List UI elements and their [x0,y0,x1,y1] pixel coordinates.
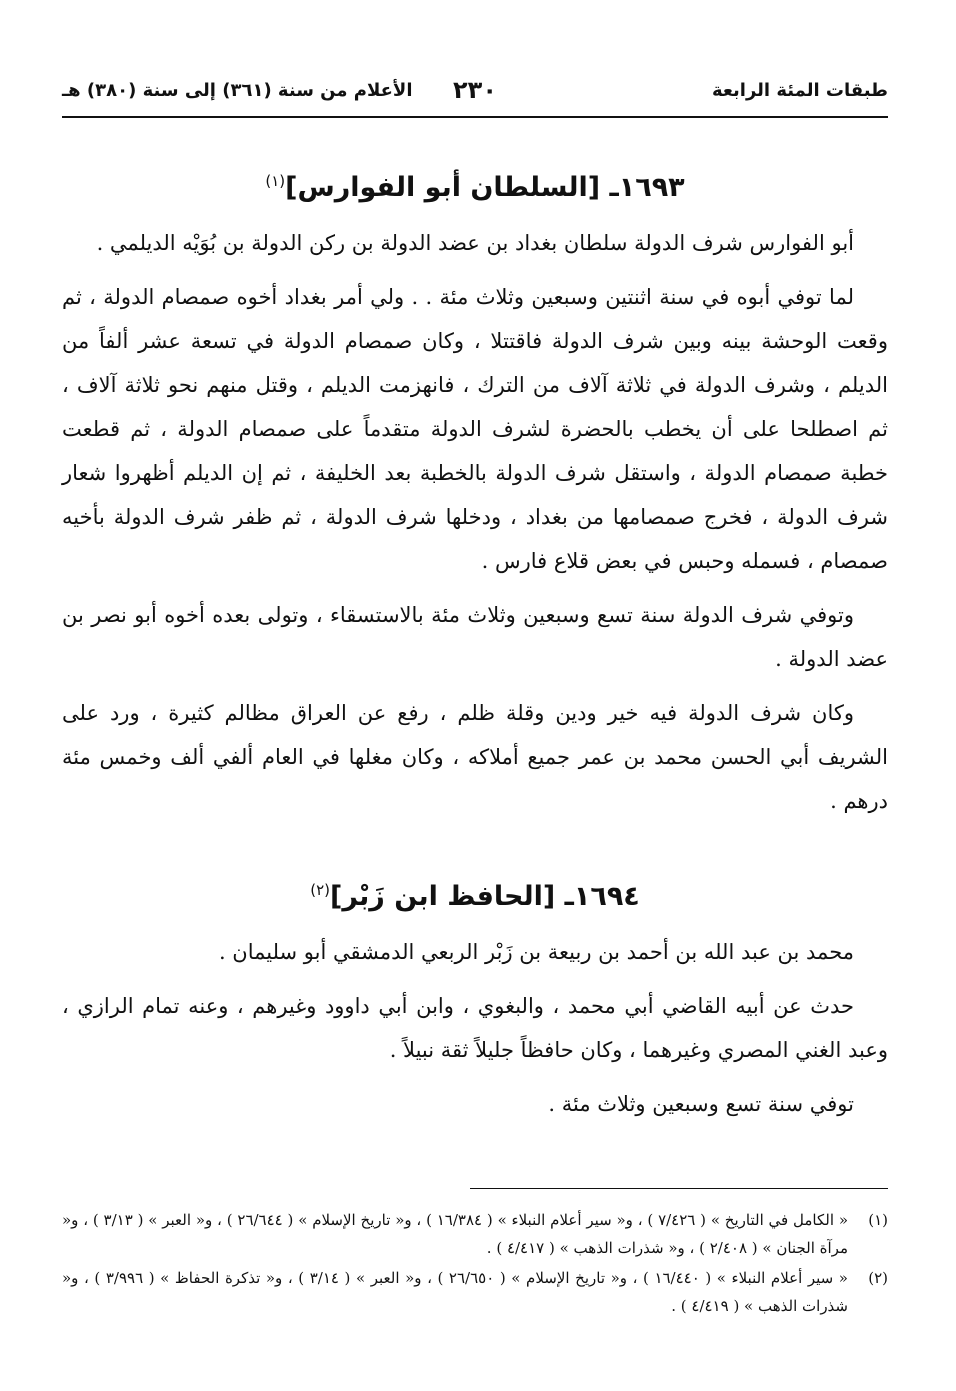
paragraph: وكان شرف الدولة فيه خير ودين وقلة ظلم ، رفع عن العراق مظالم كثيرة ، ورد على الشريف أبي الحسن محمد بن عمر جميع أملاكه ، وكان مغلها في العام ألفي ألف وخمس مئة درهم . [62,701,888,813]
footnote-text: « الكامل في التاريخ » ( ٧/٤٢٦ ) ، و« سير أعلام النبلاء » ( ١٦/٣٨٤ ) ، و« تاريخ الإسلام » ( ٢٦/٦٤٤ ) ، و« العبر » ( ٣/١٣ ) ، و« مرآة الجنان » ( ٢/٤٠٨ ) ، و« شذرات الذهب » ( ٤/٤١٧ ) . [62,1211,849,1257]
page-number: ٢٣٠ [453,76,497,104]
footnote [62,1264,888,1320]
footnote-ref[interactable]: (١) [265,172,286,190]
entry [62,881,888,1126]
footnote-number: (١) [868,1211,888,1229]
header-divider [62,116,888,118]
footnote-number: (٢) [868,1269,888,1287]
footnote [62,1206,888,1262]
main-text [62,160,888,1136]
paragraph: لما توفي أبوه في سنة اثنتين وسبعين وثلاث مئة . . ولي أمر بغداد أخوه صمصام الدولة ، ثم وقعت الوحشة بينه وبين شرف الدولة فاقتتلا ، وكان صمصام الدولة في تسعة عشر ألفاً من الديلم ، وشرف الدولة في ثلاثة آلاف من الترك ، فانهزمت الديلم ، وقتل منهم نحو ثلاثة آلاف ، ثم اصطلحا على أن يخطب بالحضرة لشرف الدولة متقدماً على صمصام الدولة ، ثم قطعت خطبة صمصام الدولة ، واستقل شرف الدولة بالخطبة بعد الخليفة ، ثم إن الديلم أظهروا شعار شرف الدولة ، فخرج صمصامها من بغداد ، ودخلها شرف الدولة ، ثم ظفر شرف الدولة بأخيه صمصام ، فسمله وحبس في بعض قلاع فارس . [62,285,888,573]
entry-title: ١٦٩٤ـ [الحافظ ابن زَبْر]$^{(٢)}$ [310,881,640,912]
header-book-section: طبقات المئة الرابعة [711,80,888,101]
paragraph: توفي سنة تسع وسبعين وثلاث مئة . [548,1092,854,1116]
paragraph: أبو الفوارس شرف الدولة سلطان بغداد بن عضد الدولة بن ركن الدولة بن بُوَيْه الديلمي . [96,231,854,255]
entry-title: ١٦٩٣ـ [السلطان أبو الفوارس]$^{(١)}$ [265,172,685,203]
paragraph: وتوفي شرف الدولة سنة تسع وسبعين وثلاث مئة بالاستسقاء ، وتولى بعده أخوه أبو نصر بن عضد الدولة . [62,603,888,671]
footnote-divider [470,1188,888,1189]
paragraph: محمد بن عبد الله بن أحمد بن ربيعة بن زَبْر الربعي الدمشقي أبو سليمان . [218,940,854,964]
entry-spacer [62,833,888,869]
paragraph: حدث عن أبيه القاضي أبي محمد ، والبغوي ، وابن أبي داوود وغيرهم ، وعنه تمام الرازي ، وعبد الغني المصري وغيرهما ، وكان حافظاً جليلاً ثقة نبيلاً . [62,994,888,1062]
footnote-text: « سير أعلام النبلاء » ( ١٦/٤٤٠ ) ، و« تاريخ الإسلام » ( ٢٦/٦٥٠ ) ، و« العبر » ( ٣/١٤ ) ، و« تذكرة الحفاظ » ( ٣/٩٩٦ ) ، و« شذرات الذهب » ( ٤/٤١٩ ) . [62,1269,848,1315]
running-header [62,72,888,112]
entry [62,172,888,823]
header-range: الأعلام من سنة (٣٦١) إلى سنة (٣٨٠) هـ [62,80,413,101]
footnote-ref[interactable]: (٢) [310,881,330,899]
footnotes [62,1206,888,1322]
